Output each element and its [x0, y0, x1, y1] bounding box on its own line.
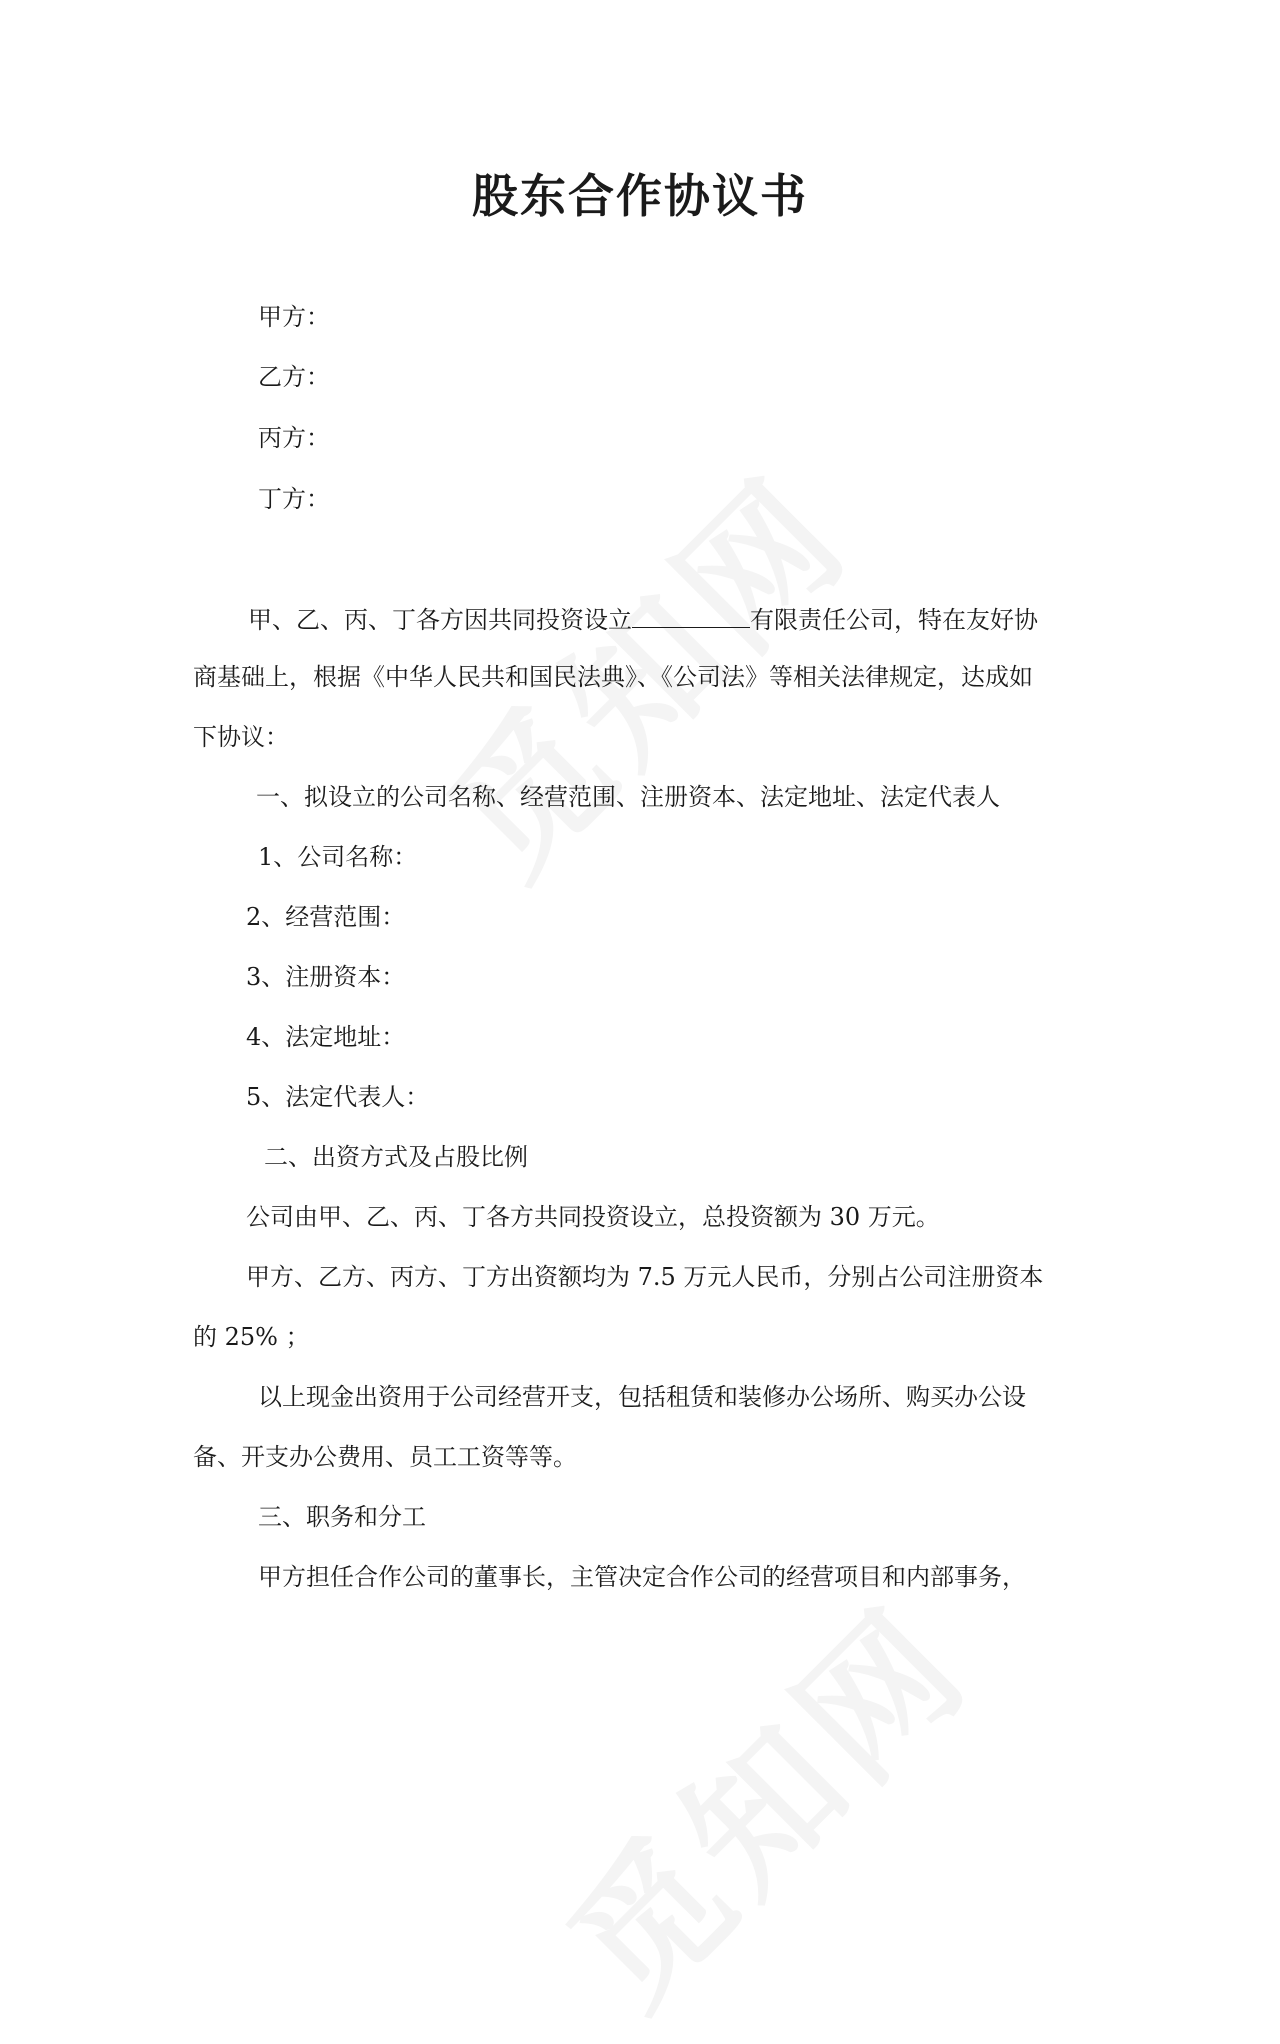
section-2-paragraph-1: 公司由甲、乙、丙、丁各方共同投资设立，总投资额为 30 万元。 [246, 1203, 940, 1231]
watermark-bottom [514, 1552, 1006, 2044]
section-3-paragraph-1: 甲方担任合作公司的董事长，主管决定合作公司的经营项目和内部事务， [258, 1563, 1026, 1591]
section-1-item-5: 5、法定代表人： [246, 1083, 430, 1111]
section-1-item-2: 2、经营范围： [246, 903, 406, 931]
section-2-paragraph-2-line-2: 的 25% ； [193, 1323, 310, 1351]
section-1-item-4: 4、法定地址： [246, 1023, 406, 1051]
section-2-paragraph-2-line-1: 甲方、乙方、丙方、丁方出资额均为 7.5 万元人民币，分别占公司注册资本 [246, 1263, 1044, 1291]
intro-text-after-blank: 有限责任公司，特在友好协 [750, 606, 1038, 634]
section-1-item-3: 3、注册资本： [246, 963, 406, 991]
party-b-label: 乙方： [258, 363, 330, 391]
intro-text-before-blank: 甲、乙、丙、丁各方因共同投资设立 [248, 606, 632, 634]
section-2-paragraph-3-line-2: 备、开支办公费用、员工工资等等。 [193, 1443, 577, 1471]
company-name-blank [632, 603, 750, 628]
party-d-label: 丁方： [258, 485, 330, 513]
section-1-heading: 一、拟设立的公司名称、经营范围、注册资本、法定地址、法定代表人 [256, 783, 1000, 811]
section-3-heading: 三、职务和分工 [258, 1503, 426, 1531]
party-a-label: 甲方： [258, 303, 330, 331]
intro-line-1 [248, 603, 1038, 635]
intro-line-3: 下协议： [193, 723, 289, 751]
party-c-label: 丙方： [258, 424, 330, 452]
intro-line-2: 商基础上，根据《中华人民共和国民法典》、《公司法》等相关法律规定，达成如 [193, 663, 1033, 691]
section-2-paragraph-3-line-1: 以上现金出资用于公司经营开支，包括租赁和装修办公场所、购买办公设 [258, 1383, 1026, 1411]
section-1-item-1: 1、公司名称： [258, 843, 418, 871]
section-2-heading: 二、出资方式及占股比例 [264, 1143, 528, 1171]
document-title: 股东合作协议书 [472, 169, 808, 223]
